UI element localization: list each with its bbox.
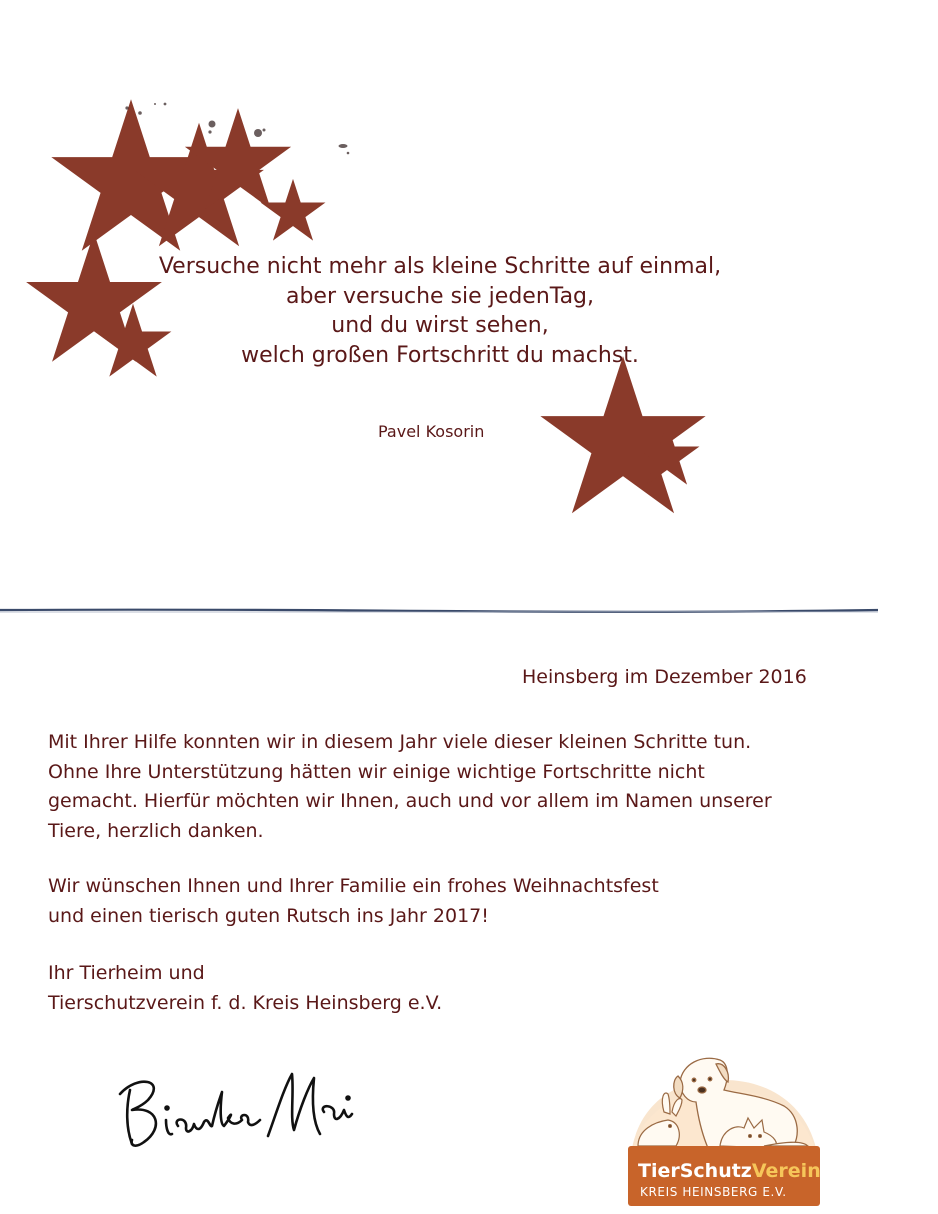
letter-line: Tierschutzverein f. d. Kreis Heinsberg e.V.: [48, 991, 443, 1014]
letter-line: gemacht. Hierfür möchten wir Ihnen, auch und vor allem im Namen unserer: [48, 790, 772, 812]
star-icon: [596, 415, 649, 466]
tierschutzverein-logo: [624, 1050, 824, 1210]
letter-paragraph-2: [48, 872, 659, 931]
quote-line: aber versuche sie jedenTag,: [285, 283, 595, 309]
star-icon: [283, 202, 304, 222]
logo-wordmark: TierSchutzVerein: [638, 1160, 821, 1182]
letter-line: Ohne Ihre Unterstützung hätten wir einige wichtige Fortschritte nicht: [48, 760, 705, 783]
handwritten-signature: [108, 1048, 368, 1158]
fold-line: [0, 606, 878, 616]
letter-closing: [48, 959, 442, 1018]
letter-line: und einen tierisch guten Rutsch ins Jahr 2017!: [48, 904, 489, 927]
letter-date: Heinsberg im Dezember 2016: [522, 666, 807, 688]
letter-paragraph-1: [48, 728, 772, 846]
logo-subtitle: KREIS HEINSBERG E.V.: [640, 1185, 787, 1199]
quote-line: Versuche nicht mehr als kleine Schritte auf einmal,: [158, 254, 722, 279]
quote-block: [100, 252, 780, 370]
star-icon: [657, 446, 678, 466]
dog-cat-rabbit-illustration: [624, 1050, 824, 1210]
letter-line: Ihr Tierheim und: [48, 962, 205, 984]
letter-line: Tiere, herzlich danken.: [48, 819, 264, 842]
quote-line: und du wirst sehen,: [331, 313, 549, 338]
quote-author: Pavel Kosorin: [378, 422, 485, 441]
star-icon: [221, 146, 255, 179]
quote-line: welch großen Fortschritt du machst.: [241, 342, 639, 368]
letter-line: Wir wünschen Ihnen und Ihrer Familie ein frohes Weihnachtsfest: [48, 875, 659, 897]
letter-line: Mit Ihrer Hilfe konnten wir in diesem Jahr viele dieser kleinen Schritte tun.: [48, 731, 752, 753]
